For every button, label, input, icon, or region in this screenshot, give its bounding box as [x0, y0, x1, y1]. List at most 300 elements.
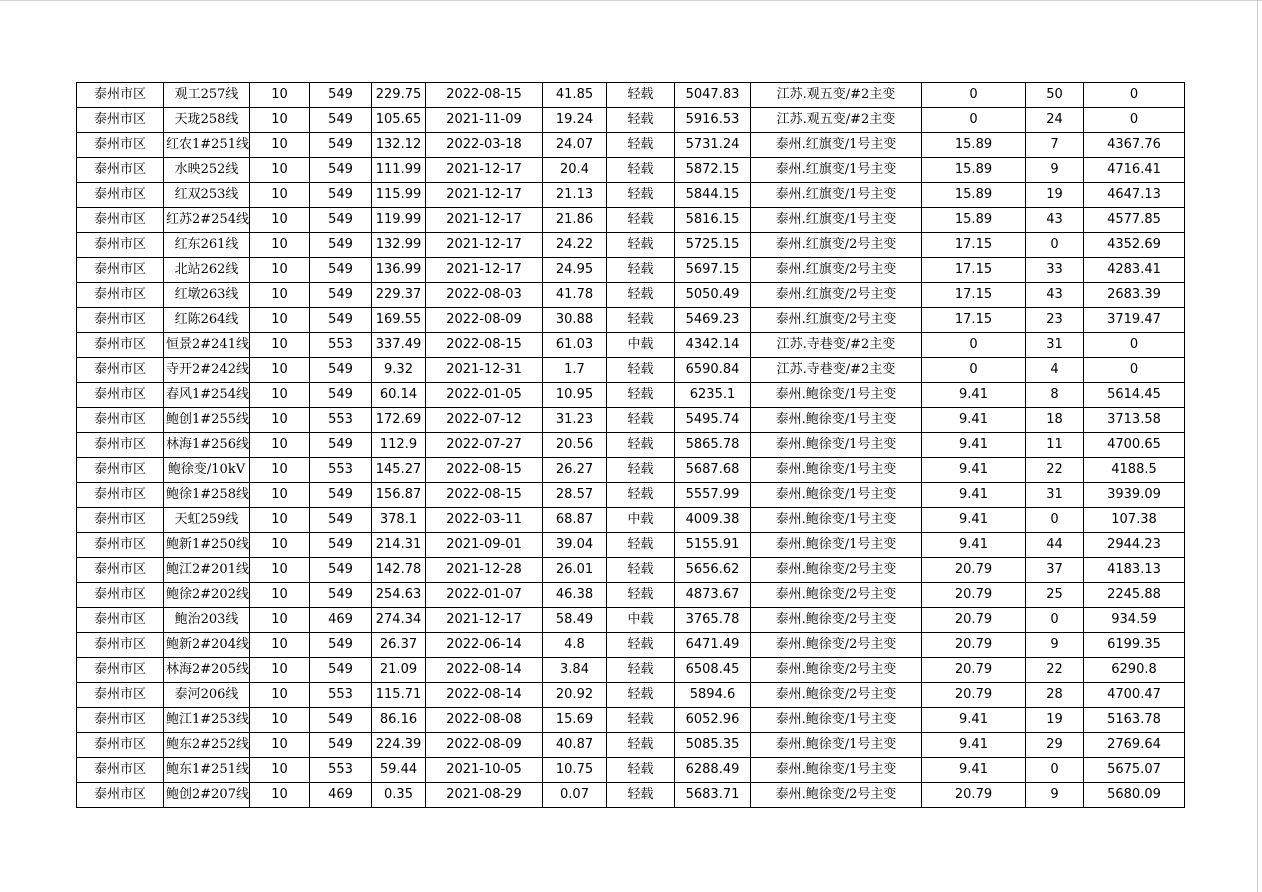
date-cell: 2022-08-15 [426, 83, 543, 108]
load-rate-cell: 3.84 [543, 658, 607, 683]
count-cell: 44 [1026, 533, 1084, 558]
transformer-cell: 泰州.红旗变/1号主变 [751, 133, 922, 158]
remaining-cell: 2944.23 [1084, 533, 1185, 558]
region-cell: 泰州市区 [77, 133, 164, 158]
line-name-cell: 鲍新2#204线 [164, 633, 250, 658]
transformer-cell: 泰州.鲍徐变/1号主变 [751, 533, 922, 558]
date-cell: 2021-10-05 [426, 758, 543, 783]
line-name-cell: 恒景2#241线 [164, 333, 250, 358]
line-name-cell: 泰河206线 [164, 683, 250, 708]
remaining-cell: 6199.35 [1084, 633, 1185, 658]
line-name-cell: 鲍治203线 [164, 608, 250, 633]
count-cell: 31 [1026, 333, 1084, 358]
table-row [77, 508, 1185, 533]
capacity-cell: 553 [310, 458, 372, 483]
line-name-cell: 观工257线 [164, 83, 250, 108]
count-cell: 0 [1026, 608, 1084, 633]
region-cell: 泰州市区 [77, 658, 164, 683]
transformer-load-cell: 0 [922, 358, 1026, 383]
load-rate-cell: 26.27 [543, 458, 607, 483]
available-capacity-cell: 5844.15 [675, 183, 751, 208]
load-cell: 145.27 [372, 458, 426, 483]
remaining-cell: 4577.85 [1084, 208, 1185, 233]
load-rate-cell: 40.87 [543, 733, 607, 758]
region-cell: 泰州市区 [77, 583, 164, 608]
remaining-cell: 0 [1084, 83, 1185, 108]
load-status-cell: 轻载 [607, 733, 675, 758]
available-capacity-cell: 5731.24 [675, 133, 751, 158]
date-cell: 2021-11-09 [426, 108, 543, 133]
available-capacity-cell: 5894.6 [675, 683, 751, 708]
available-capacity-cell: 6235.1 [675, 383, 751, 408]
region-cell: 泰州市区 [77, 333, 164, 358]
load-status-cell: 轻载 [607, 383, 675, 408]
voltage-cell: 10 [250, 233, 310, 258]
date-cell: 2022-08-14 [426, 683, 543, 708]
table-row [77, 483, 1185, 508]
load-cell: 274.34 [372, 608, 426, 633]
remaining-cell: 6290.8 [1084, 658, 1185, 683]
count-cell: 11 [1026, 433, 1084, 458]
line-name-cell: 红农1#251线 [164, 133, 250, 158]
line-name-cell: 鲍徐2#202线 [164, 583, 250, 608]
load-rate-cell: 41.85 [543, 83, 607, 108]
remaining-cell: 5680.09 [1084, 783, 1185, 808]
available-capacity-cell: 6508.45 [675, 658, 751, 683]
table-row [77, 783, 1185, 808]
load-cell: 112.9 [372, 433, 426, 458]
voltage-cell: 10 [250, 308, 310, 333]
table-row [77, 758, 1185, 783]
transformer-cell: 泰州.鲍徐变/2号主变 [751, 633, 922, 658]
table-row [77, 433, 1185, 458]
transformer-cell: 泰州.红旗变/1号主变 [751, 208, 922, 233]
table-row [77, 608, 1185, 633]
load-cell: 111.99 [372, 158, 426, 183]
count-cell: 28 [1026, 683, 1084, 708]
load-rate-cell: 24.22 [543, 233, 607, 258]
load-status-cell: 轻载 [607, 208, 675, 233]
table-row [77, 333, 1185, 358]
transformer-cell: 江苏.寺巷变/#2主变 [751, 333, 922, 358]
feeder-load-table [76, 82, 1185, 808]
capacity-cell: 553 [310, 408, 372, 433]
transformer-load-cell: 9.41 [922, 433, 1026, 458]
date-cell: 2022-08-09 [426, 733, 543, 758]
date-cell: 2022-08-14 [426, 658, 543, 683]
count-cell: 31 [1026, 483, 1084, 508]
load-cell: 378.1 [372, 508, 426, 533]
transformer-load-cell: 15.89 [922, 208, 1026, 233]
available-capacity-cell: 5050.49 [675, 283, 751, 308]
date-cell: 2022-08-15 [426, 333, 543, 358]
date-cell: 2021-12-17 [426, 608, 543, 633]
voltage-cell: 10 [250, 583, 310, 608]
line-name-cell: 鲍东1#251线 [164, 758, 250, 783]
voltage-cell: 10 [250, 633, 310, 658]
load-cell: 21.09 [372, 658, 426, 683]
table-row [77, 283, 1185, 308]
region-cell: 泰州市区 [77, 533, 164, 558]
capacity-cell: 553 [310, 333, 372, 358]
load-status-cell: 轻载 [607, 358, 675, 383]
table-row [77, 308, 1185, 333]
transformer-cell: 泰州.鲍徐变/2号主变 [751, 683, 922, 708]
voltage-cell: 10 [250, 408, 310, 433]
remaining-cell: 2683.39 [1084, 283, 1185, 308]
region-cell: 泰州市区 [77, 358, 164, 383]
line-name-cell: 鲍东2#252线 [164, 733, 250, 758]
transformer-load-cell: 20.79 [922, 583, 1026, 608]
region-cell: 泰州市区 [77, 733, 164, 758]
voltage-cell: 10 [250, 208, 310, 233]
capacity-cell: 549 [310, 208, 372, 233]
load-cell: 0.35 [372, 783, 426, 808]
available-capacity-cell: 5816.15 [675, 208, 751, 233]
available-capacity-cell: 6052.96 [675, 708, 751, 733]
count-cell: 0 [1026, 508, 1084, 533]
load-cell: 132.99 [372, 233, 426, 258]
transformer-load-cell: 20.79 [922, 633, 1026, 658]
transformer-load-cell: 20.79 [922, 783, 1026, 808]
load-cell: 115.71 [372, 683, 426, 708]
transformer-load-cell: 9.41 [922, 758, 1026, 783]
table-row [77, 258, 1185, 283]
load-status-cell: 轻载 [607, 108, 675, 133]
region-cell: 泰州市区 [77, 708, 164, 733]
load-cell: 86.16 [372, 708, 426, 733]
remaining-cell: 934.59 [1084, 608, 1185, 633]
load-status-cell: 轻载 [607, 758, 675, 783]
line-name-cell: 红苏2#254线 [164, 208, 250, 233]
line-name-cell: 天珑258线 [164, 108, 250, 133]
available-capacity-cell: 5683.71 [675, 783, 751, 808]
capacity-cell: 549 [310, 158, 372, 183]
table-row [77, 458, 1185, 483]
load-cell: 9.32 [372, 358, 426, 383]
remaining-cell: 4647.13 [1084, 183, 1185, 208]
transformer-cell: 泰州.鲍徐变/2号主变 [751, 783, 922, 808]
transformer-cell: 江苏.寺巷变/#2主变 [751, 358, 922, 383]
transformer-load-cell: 15.89 [922, 158, 1026, 183]
transformer-cell: 泰州.鲍徐变/2号主变 [751, 608, 922, 633]
load-rate-cell: 21.13 [543, 183, 607, 208]
count-cell: 33 [1026, 258, 1084, 283]
load-rate-cell: 24.07 [543, 133, 607, 158]
load-status-cell: 轻载 [607, 233, 675, 258]
count-cell: 0 [1026, 233, 1084, 258]
line-name-cell: 鲍徐1#258线 [164, 483, 250, 508]
available-capacity-cell: 5047.83 [675, 83, 751, 108]
remaining-cell: 107.38 [1084, 508, 1185, 533]
capacity-cell: 549 [310, 308, 372, 333]
transformer-load-cell: 9.41 [922, 383, 1026, 408]
line-name-cell: 鲍江2#201线 [164, 558, 250, 583]
remaining-cell: 2245.88 [1084, 583, 1185, 608]
count-cell: 9 [1026, 158, 1084, 183]
date-cell: 2022-06-14 [426, 633, 543, 658]
count-cell: 43 [1026, 208, 1084, 233]
load-cell: 229.37 [372, 283, 426, 308]
transformer-cell: 江苏.观五变/#2主变 [751, 108, 922, 133]
transformer-load-cell: 17.15 [922, 283, 1026, 308]
remaining-cell: 4183.13 [1084, 558, 1185, 583]
transformer-load-cell: 15.89 [922, 133, 1026, 158]
load-rate-cell: 46.38 [543, 583, 607, 608]
date-cell: 2021-12-28 [426, 558, 543, 583]
region-cell: 泰州市区 [77, 508, 164, 533]
load-rate-cell: 30.88 [543, 308, 607, 333]
load-cell: 224.39 [372, 733, 426, 758]
transformer-cell: 泰州.鲍徐变/1号主变 [751, 708, 922, 733]
capacity-cell: 549 [310, 708, 372, 733]
region-cell: 泰州市区 [77, 408, 164, 433]
region-cell: 泰州市区 [77, 383, 164, 408]
available-capacity-cell: 5697.15 [675, 258, 751, 283]
date-cell: 2021-12-17 [426, 258, 543, 283]
available-capacity-cell: 5872.15 [675, 158, 751, 183]
voltage-cell: 10 [250, 533, 310, 558]
voltage-cell: 10 [250, 333, 310, 358]
load-rate-cell: 31.23 [543, 408, 607, 433]
count-cell: 43 [1026, 283, 1084, 308]
date-cell: 2022-08-15 [426, 458, 543, 483]
remaining-cell: 4352.69 [1084, 233, 1185, 258]
table-row [77, 683, 1185, 708]
capacity-cell: 549 [310, 133, 372, 158]
region-cell: 泰州市区 [77, 258, 164, 283]
line-name-cell: 红陈264线 [164, 308, 250, 333]
remaining-cell: 2769.64 [1084, 733, 1185, 758]
available-capacity-cell: 5469.23 [675, 308, 751, 333]
available-capacity-cell: 5557.99 [675, 483, 751, 508]
load-rate-cell: 24.95 [543, 258, 607, 283]
count-cell: 8 [1026, 383, 1084, 408]
region-cell: 泰州市区 [77, 683, 164, 708]
load-status-cell: 轻载 [607, 458, 675, 483]
remaining-cell: 5614.45 [1084, 383, 1185, 408]
voltage-cell: 10 [250, 608, 310, 633]
load-cell: 60.14 [372, 383, 426, 408]
page-right-edge [1257, 0, 1258, 892]
capacity-cell: 549 [310, 658, 372, 683]
load-rate-cell: 58.49 [543, 608, 607, 633]
available-capacity-cell: 5656.62 [675, 558, 751, 583]
load-status-cell: 轻载 [607, 408, 675, 433]
remaining-cell: 0 [1084, 108, 1185, 133]
table-row [77, 583, 1185, 608]
count-cell: 22 [1026, 458, 1084, 483]
table-row [77, 208, 1185, 233]
capacity-cell: 549 [310, 183, 372, 208]
transformer-load-cell: 15.89 [922, 183, 1026, 208]
date-cell: 2022-08-03 [426, 283, 543, 308]
transformer-load-cell: 9.41 [922, 733, 1026, 758]
capacity-cell: 553 [310, 758, 372, 783]
line-name-cell: 林海2#205线 [164, 658, 250, 683]
region-cell: 泰州市区 [77, 633, 164, 658]
transformer-cell: 泰州.鲍徐变/1号主变 [751, 383, 922, 408]
load-rate-cell: 15.69 [543, 708, 607, 733]
transformer-cell: 泰州.鲍徐变/1号主变 [751, 433, 922, 458]
transformer-cell: 泰州.鲍徐变/1号主变 [751, 408, 922, 433]
load-rate-cell: 0.07 [543, 783, 607, 808]
remaining-cell: 4188.5 [1084, 458, 1185, 483]
load-cell: 132.12 [372, 133, 426, 158]
table-row [77, 83, 1185, 108]
table-row [77, 108, 1185, 133]
page-top-edge [0, 0, 1262, 1]
region-cell: 泰州市区 [77, 83, 164, 108]
date-cell: 2022-07-12 [426, 408, 543, 433]
capacity-cell: 549 [310, 383, 372, 408]
load-cell: 115.99 [372, 183, 426, 208]
table-row [77, 183, 1185, 208]
capacity-cell: 549 [310, 583, 372, 608]
load-rate-cell: 21.86 [543, 208, 607, 233]
available-capacity-cell: 6288.49 [675, 758, 751, 783]
region-cell: 泰州市区 [77, 158, 164, 183]
load-status-cell: 中载 [607, 508, 675, 533]
transformer-load-cell: 20.79 [922, 658, 1026, 683]
load-rate-cell: 10.95 [543, 383, 607, 408]
transformer-cell: 泰州.红旗变/1号主变 [751, 158, 922, 183]
transformer-cell: 泰州.红旗变/2号主变 [751, 258, 922, 283]
transformer-load-cell: 9.41 [922, 408, 1026, 433]
available-capacity-cell: 5916.53 [675, 108, 751, 133]
table-row [77, 383, 1185, 408]
remaining-cell: 5163.78 [1084, 708, 1185, 733]
load-status-cell: 轻载 [607, 158, 675, 183]
region-cell: 泰州市区 [77, 183, 164, 208]
line-name-cell: 红墩263线 [164, 283, 250, 308]
load-status-cell: 轻载 [607, 433, 675, 458]
voltage-cell: 10 [250, 658, 310, 683]
load-cell: 26.37 [372, 633, 426, 658]
load-status-cell: 轻载 [607, 483, 675, 508]
region-cell: 泰州市区 [77, 483, 164, 508]
load-cell: 169.55 [372, 308, 426, 333]
transformer-cell: 江苏.观五变/#2主变 [751, 83, 922, 108]
date-cell: 2021-12-17 [426, 208, 543, 233]
available-capacity-cell: 5687.68 [675, 458, 751, 483]
remaining-cell: 4367.76 [1084, 133, 1185, 158]
line-name-cell: 红双253线 [164, 183, 250, 208]
voltage-cell: 10 [250, 158, 310, 183]
count-cell: 24 [1026, 108, 1084, 133]
table-row [77, 158, 1185, 183]
count-cell: 37 [1026, 558, 1084, 583]
load-rate-cell: 26.01 [543, 558, 607, 583]
transformer-cell: 泰州.鲍徐变/1号主变 [751, 483, 922, 508]
capacity-cell: 549 [310, 358, 372, 383]
load-status-cell: 轻载 [607, 658, 675, 683]
capacity-cell: 549 [310, 433, 372, 458]
table-row [77, 233, 1185, 258]
load-cell: 105.65 [372, 108, 426, 133]
available-capacity-cell: 6471.49 [675, 633, 751, 658]
table-row [77, 408, 1185, 433]
remaining-cell: 3939.09 [1084, 483, 1185, 508]
voltage-cell: 10 [250, 258, 310, 283]
load-rate-cell: 68.87 [543, 508, 607, 533]
capacity-cell: 549 [310, 533, 372, 558]
capacity-cell: 549 [310, 633, 372, 658]
remaining-cell: 4700.65 [1084, 433, 1185, 458]
transformer-load-cell: 0 [922, 108, 1026, 133]
load-rate-cell: 1.7 [543, 358, 607, 383]
table-row [77, 358, 1185, 383]
remaining-cell: 4283.41 [1084, 258, 1185, 283]
line-name-cell: 鲍江1#253线 [164, 708, 250, 733]
load-status-cell: 轻载 [607, 633, 675, 658]
available-capacity-cell: 5085.35 [675, 733, 751, 758]
table-row [77, 708, 1185, 733]
region-cell: 泰州市区 [77, 308, 164, 333]
date-cell: 2021-09-01 [426, 533, 543, 558]
load-status-cell: 轻载 [607, 283, 675, 308]
load-rate-cell: 39.04 [543, 533, 607, 558]
load-rate-cell: 20.56 [543, 433, 607, 458]
count-cell: 22 [1026, 658, 1084, 683]
capacity-cell: 549 [310, 83, 372, 108]
transformer-cell: 泰州.鲍徐变/2号主变 [751, 658, 922, 683]
count-cell: 19 [1026, 708, 1084, 733]
capacity-cell: 549 [310, 483, 372, 508]
date-cell: 2021-12-17 [426, 233, 543, 258]
table-row [77, 133, 1185, 158]
transformer-load-cell: 20.79 [922, 683, 1026, 708]
voltage-cell: 10 [250, 708, 310, 733]
capacity-cell: 469 [310, 783, 372, 808]
remaining-cell: 0 [1084, 333, 1185, 358]
capacity-cell: 549 [310, 283, 372, 308]
voltage-cell: 10 [250, 83, 310, 108]
available-capacity-cell: 4873.67 [675, 583, 751, 608]
voltage-cell: 10 [250, 733, 310, 758]
transformer-cell: 泰州.红旗变/2号主变 [751, 283, 922, 308]
transformer-cell: 泰州.红旗变/2号主变 [751, 308, 922, 333]
voltage-cell: 10 [250, 483, 310, 508]
voltage-cell: 10 [250, 183, 310, 208]
date-cell: 2021-08-29 [426, 783, 543, 808]
count-cell: 29 [1026, 733, 1084, 758]
voltage-cell: 10 [250, 508, 310, 533]
load-cell: 119.99 [372, 208, 426, 233]
region-cell: 泰州市区 [77, 458, 164, 483]
remaining-cell: 5675.07 [1084, 758, 1185, 783]
load-rate-cell: 41.78 [543, 283, 607, 308]
transformer-load-cell: 9.41 [922, 483, 1026, 508]
voltage-cell: 10 [250, 758, 310, 783]
line-name-cell: 天虹259线 [164, 508, 250, 533]
line-name-cell: 林海1#256线 [164, 433, 250, 458]
count-cell: 50 [1026, 83, 1084, 108]
voltage-cell: 10 [250, 433, 310, 458]
remaining-cell: 0 [1084, 358, 1185, 383]
load-rate-cell: 20.4 [543, 158, 607, 183]
transformer-load-cell: 17.15 [922, 258, 1026, 283]
date-cell: 2021-12-17 [426, 183, 543, 208]
load-status-cell: 轻载 [607, 533, 675, 558]
transformer-load-cell: 9.41 [922, 708, 1026, 733]
count-cell: 25 [1026, 583, 1084, 608]
date-cell: 2022-01-05 [426, 383, 543, 408]
load-status-cell: 轻载 [607, 708, 675, 733]
load-cell: 59.44 [372, 758, 426, 783]
capacity-cell: 549 [310, 233, 372, 258]
voltage-cell: 10 [250, 783, 310, 808]
